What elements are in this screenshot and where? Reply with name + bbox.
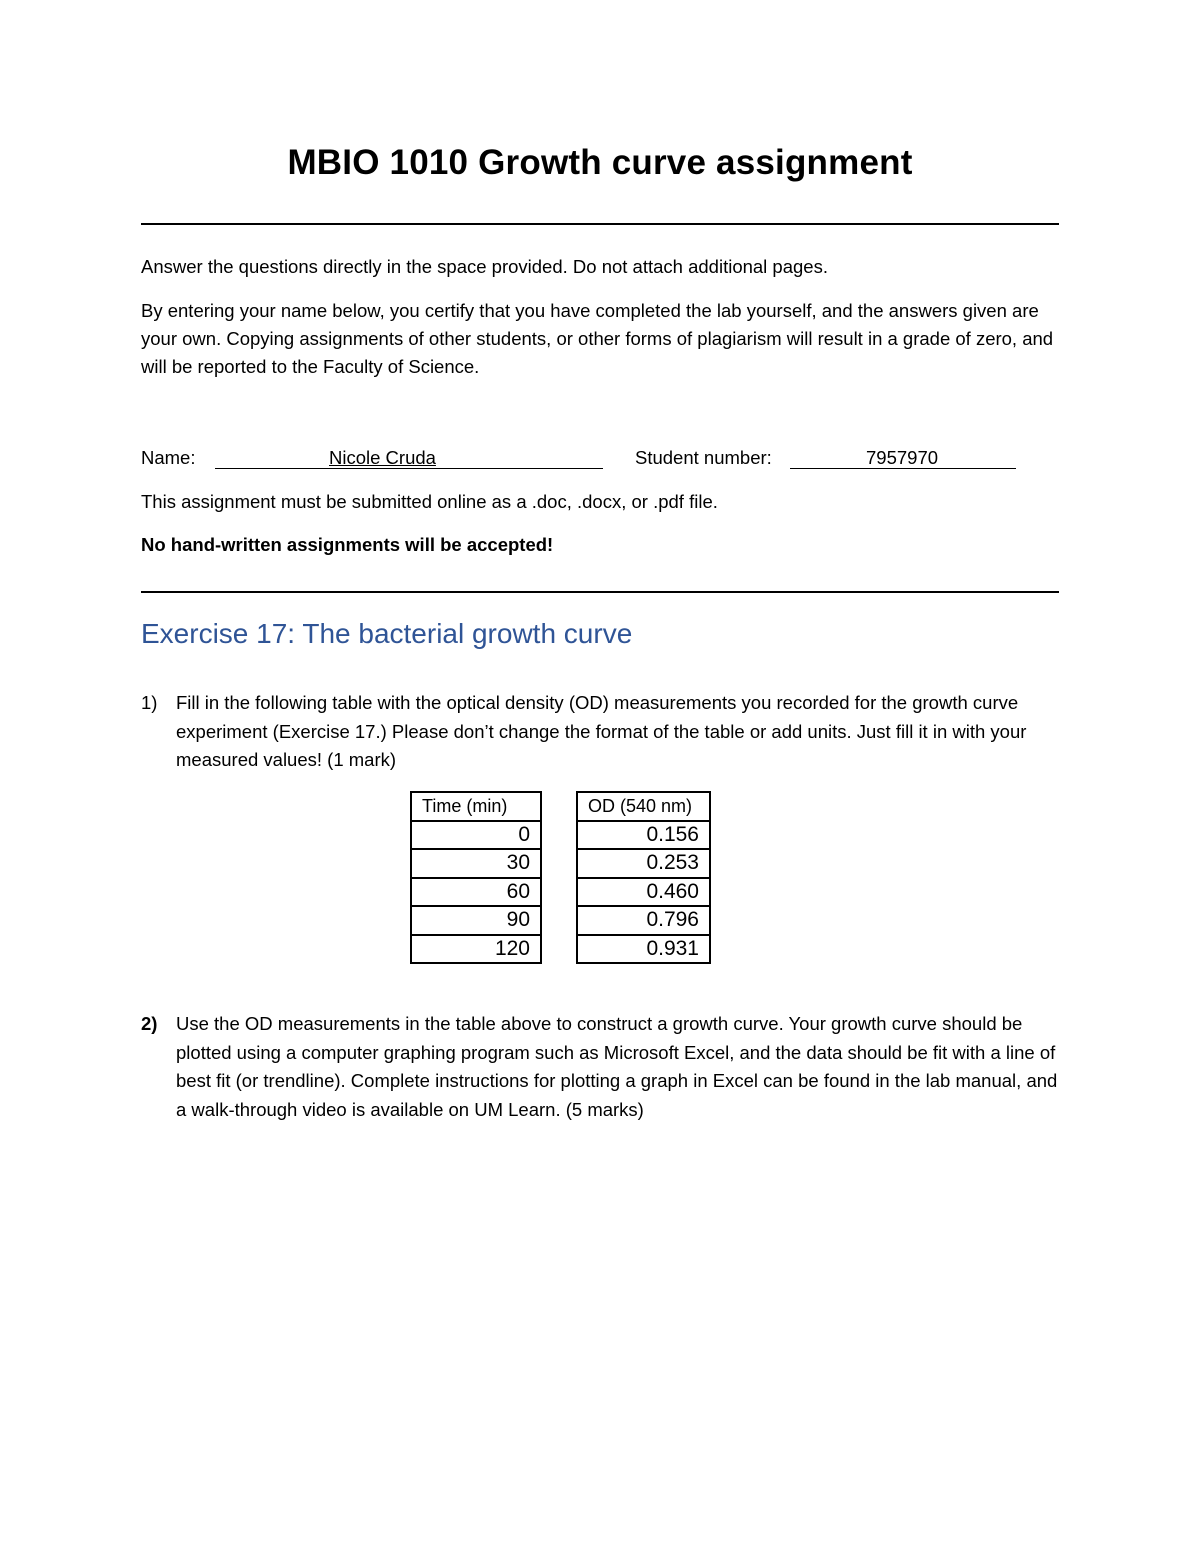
submission-note: This assignment must be submitted online as a .doc, .docx, or .pdf file. xyxy=(141,491,718,512)
question-2-text: Use the OD measurements in the table above to construct a growth curve. Your growth curve should be plotted using a computer graphing program such as Microsoft Excel, and the data should be fit with a line of best fit (or trendline). Complete instructions for plotting a graph in Excel can be found in the lab manual, and a walk-through video is available on UM Learn. (5 marks) xyxy=(176,1013,1058,1120)
od-cell[interactable]: 0.931 xyxy=(577,935,710,964)
exercise-heading: Exercise 17: The bacterial growth curve xyxy=(141,618,633,649)
time-cell[interactable]: 30 xyxy=(411,849,541,878)
student-number-field[interactable] xyxy=(790,444,1016,469)
od-header: OD (540 nm) xyxy=(577,792,710,821)
student-number-label: Student number: xyxy=(635,447,772,468)
time-cell[interactable]: 60 xyxy=(411,878,541,907)
question-1-number: 1) xyxy=(141,692,158,713)
instructions-text: Answer the questions directly in the space provided. Do not attach additional pages. xyxy=(141,256,828,277)
question-2-number: 2) xyxy=(141,1013,158,1034)
name-value: Nicole Cruda xyxy=(329,447,436,468)
time-cell[interactable]: 120 xyxy=(411,935,541,964)
od-cell[interactable]: 0.460 xyxy=(577,878,710,907)
od-cell[interactable]: 0.253 xyxy=(577,849,710,878)
document-title: MBIO 1010 Growth curve assignment xyxy=(287,143,913,182)
od-cell[interactable]: 0.796 xyxy=(577,906,710,935)
question-1-text: Fill in the following table with the optical density (OD) measurements you recorded for the growth curve experiment (Exercise 17.) Please don’t change the format of the table or add units. Just fill it in with your measured values! (1 mark) xyxy=(176,692,1027,770)
name-field[interactable] xyxy=(215,444,603,469)
bottom-divider xyxy=(141,591,1059,593)
time-cell[interactable]: 0 xyxy=(411,821,541,850)
certification-text: By entering your name below, you certify that you have completed the lab yourself, and the answers given are your own. Copying assignments of other students, or other forms of plagiarism will result in a grade of zero, and will be reported to the Faculty of Science. xyxy=(141,300,1054,377)
od-table xyxy=(576,791,711,964)
time-header: Time (min) xyxy=(411,792,541,821)
question-1 xyxy=(141,689,1071,779)
top-divider xyxy=(141,223,1059,225)
name-label: Name: xyxy=(141,447,196,468)
handwritten-warning: No hand-written assignments will be accepted! xyxy=(141,534,554,555)
time-table xyxy=(410,791,542,964)
question-2 xyxy=(141,1010,1071,1130)
time-cell[interactable]: 90 xyxy=(411,906,541,935)
student-number-value: 7957970 xyxy=(866,447,939,468)
od-cell[interactable]: 0.156 xyxy=(577,821,710,850)
